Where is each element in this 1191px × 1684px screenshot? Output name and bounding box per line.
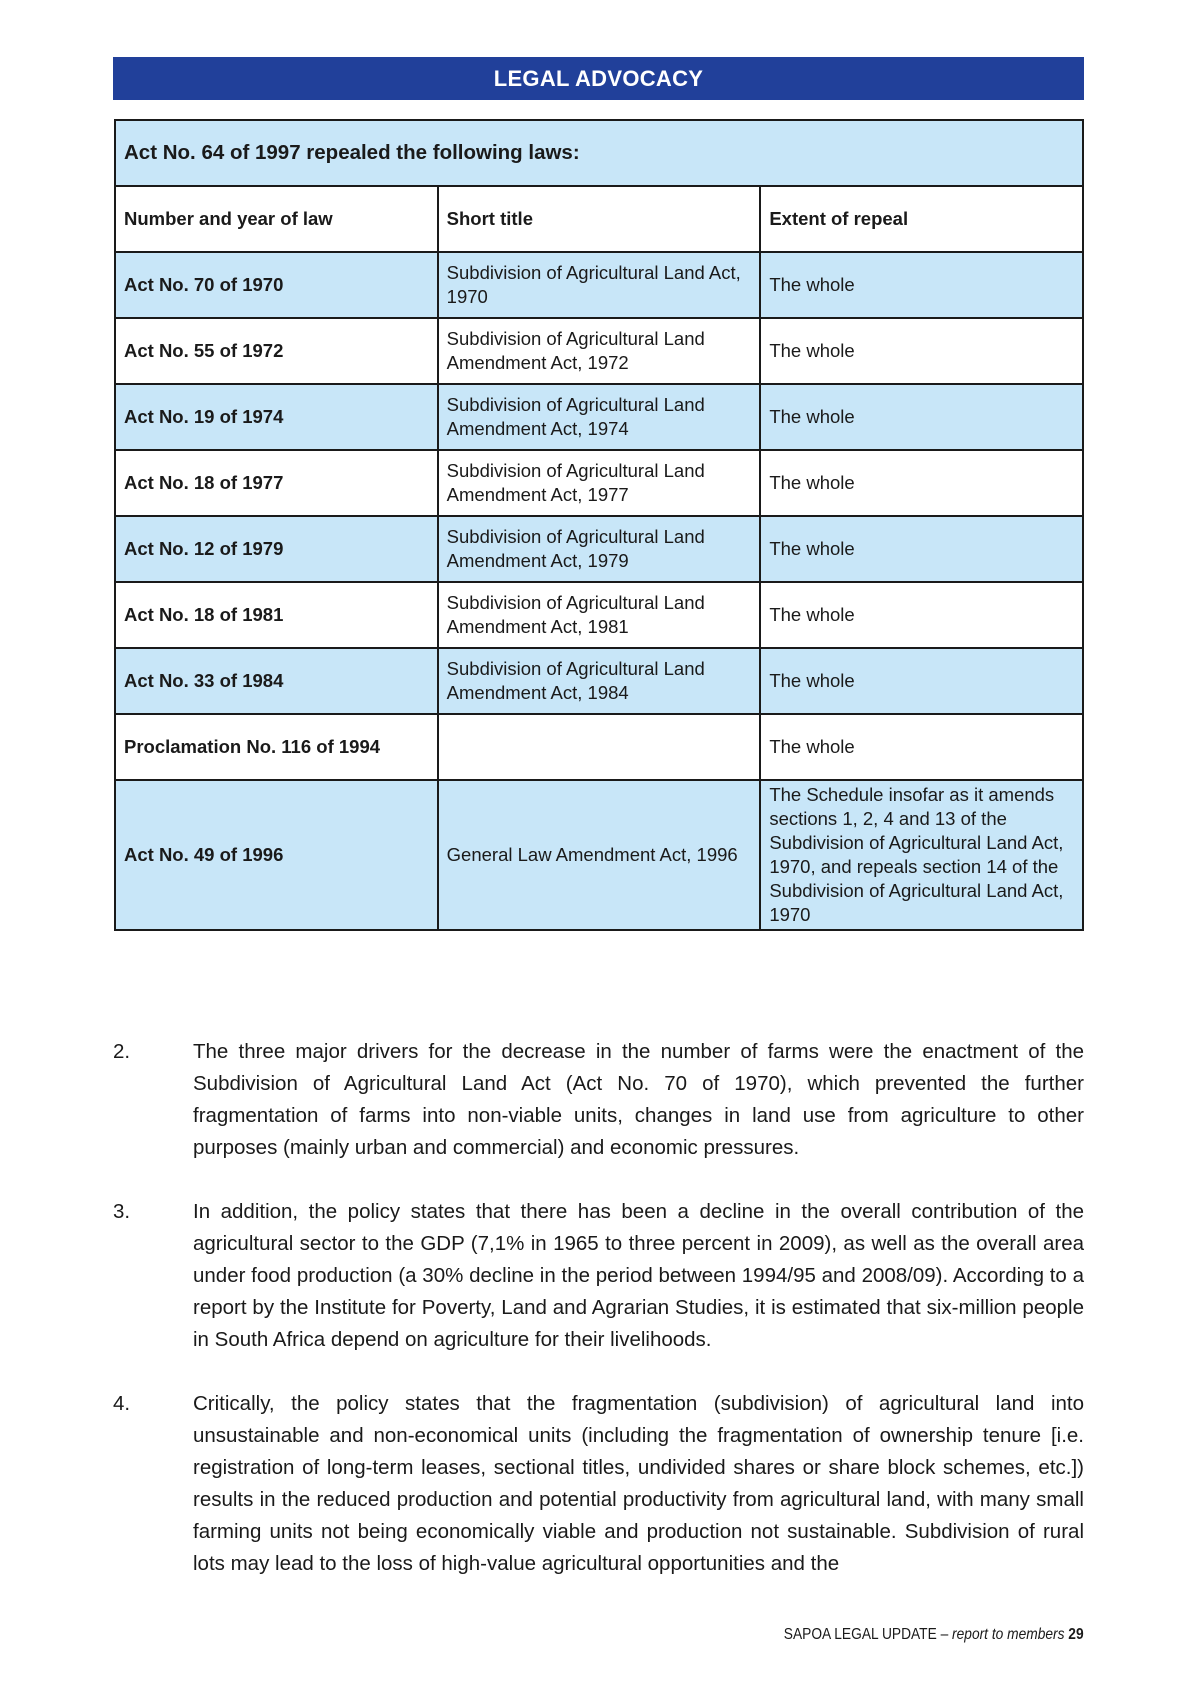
law-number: Act No. 70 of 1970 bbox=[115, 252, 438, 318]
law-extent: The whole bbox=[760, 582, 1083, 648]
column-header-title: Short title bbox=[438, 186, 761, 252]
column-header-extent: Extent of repeal bbox=[760, 186, 1083, 252]
paragraph-text: In addition, the policy states that there has been a decline in the overall contribution of the agricultural sector to the GDP (7,1% in 1965 to three percent in 2009), as well as the overall area under food production (a 30% decline in the period between 1994/95 and 2008/09). According to a report by the Institute for Poverty, Land and Agrarian Studies, it is estimated that six-million people in South Africa depend on agriculture for their livelihoods. bbox=[193, 1200, 1084, 1351]
table-caption-row bbox=[115, 120, 1083, 186]
table-row bbox=[115, 648, 1083, 714]
table-row bbox=[115, 450, 1083, 516]
law-short-title: Subdivision of Agricultural Land Act, 1970 bbox=[438, 252, 761, 318]
law-number: Act No. 33 of 1984 bbox=[115, 648, 438, 714]
page-number: 29 bbox=[1068, 1626, 1084, 1643]
law-number: Act No. 55 of 1972 bbox=[115, 318, 438, 384]
law-extent: The whole bbox=[760, 384, 1083, 450]
law-extent: The whole bbox=[760, 450, 1083, 516]
body-paragraphs bbox=[113, 1036, 1084, 1612]
law-extent: The whole bbox=[760, 516, 1083, 582]
paragraph-text: The three major drivers for the decrease in the number of farms were the enactment of the Subdivision of Agricultural Land Act (Act No. 70 of 1970), which prevented the further fragmentation of farms into non-viable units, changes in land use from agriculture to other purposes (mainly urban and commercial) and economic pressures. bbox=[193, 1040, 1084, 1159]
law-number: Act No. 19 of 1974 bbox=[115, 384, 438, 450]
table-row bbox=[115, 780, 1083, 930]
law-extent: The whole bbox=[760, 318, 1083, 384]
numbered-paragraph bbox=[113, 1036, 1084, 1164]
numbered-paragraph bbox=[113, 1196, 1084, 1356]
law-extent: The Schedule insofar as it amends sections 1, 2, 4 and 13 of the Subdivision of Agricultural Land Act, 1970, and repeals section 14 of the Subdivision of Agricultural Land Act, 1970 bbox=[760, 780, 1083, 930]
law-extent: The whole bbox=[760, 252, 1083, 318]
law-number: Proclamation No. 116 of 1994 bbox=[115, 714, 438, 780]
section-banner bbox=[113, 57, 1084, 100]
law-short-title: Subdivision of Agricultural Land Amendment Act, 1984 bbox=[438, 648, 761, 714]
law-number: Act No. 12 of 1979 bbox=[115, 516, 438, 582]
paragraph-number: 4. bbox=[113, 1392, 131, 1415]
table-row bbox=[115, 516, 1083, 582]
table-row bbox=[115, 582, 1083, 648]
paragraph-number: 3. bbox=[113, 1200, 131, 1223]
law-number: Act No. 49 of 1996 bbox=[115, 780, 438, 930]
law-short-title: Subdivision of Agricultural Land Amendment Act, 1981 bbox=[438, 582, 761, 648]
law-short-title: Subdivision of Agricultural Land Amendment Act, 1974 bbox=[438, 384, 761, 450]
table-row bbox=[115, 252, 1083, 318]
footer-subtitle: report to members bbox=[952, 1626, 1065, 1643]
paragraph-number: 2. bbox=[113, 1040, 131, 1063]
table-header-row bbox=[115, 186, 1083, 252]
numbered-paragraph bbox=[113, 1388, 1084, 1580]
footer-separator: – bbox=[937, 1626, 953, 1643]
table-caption: Act No. 64 of 1997 repealed the following laws: bbox=[115, 120, 1083, 186]
law-short-title: Subdivision of Agricultural Land Amendment Act, 1977 bbox=[438, 450, 761, 516]
law-short-title: General Law Amendment Act, 1996 bbox=[438, 780, 761, 930]
law-number: Act No. 18 of 1977 bbox=[115, 450, 438, 516]
law-short-title: Subdivision of Agricultural Land Amendment Act, 1972 bbox=[438, 318, 761, 384]
law-extent: The whole bbox=[760, 648, 1083, 714]
table-row bbox=[115, 384, 1083, 450]
law-short-title bbox=[438, 714, 761, 780]
column-header-number: Number and year of law bbox=[115, 186, 438, 252]
table-row bbox=[115, 318, 1083, 384]
table-row bbox=[115, 714, 1083, 780]
page-footer bbox=[784, 1626, 1084, 1644]
law-short-title: Subdivision of Agricultural Land Amendment Act, 1979 bbox=[438, 516, 761, 582]
paragraph-text: Critically, the policy states that the fragmentation (subdivision) of agricultural land into unsustainable and non-economical units (including the fragmentation of ownership tenure [i.e. registration of long-term leases, sectional titles, undivided shares or share block schemes, etc.]) results in the reduced production and potential productivity from agricultural land, with many small farming units not being economically viable and production not sustainable. Subdivision of rural lots may lead to the loss of high-value agricultural opportunities and the bbox=[193, 1392, 1084, 1575]
law-number: Act No. 18 of 1981 bbox=[115, 582, 438, 648]
section-title: LEGAL ADVOCACY bbox=[493, 65, 704, 91]
repealed-laws-table bbox=[114, 119, 1084, 931]
law-extent: The whole bbox=[760, 714, 1083, 780]
footer-publication: SAPOA LEGAL UPDATE bbox=[784, 1626, 938, 1643]
